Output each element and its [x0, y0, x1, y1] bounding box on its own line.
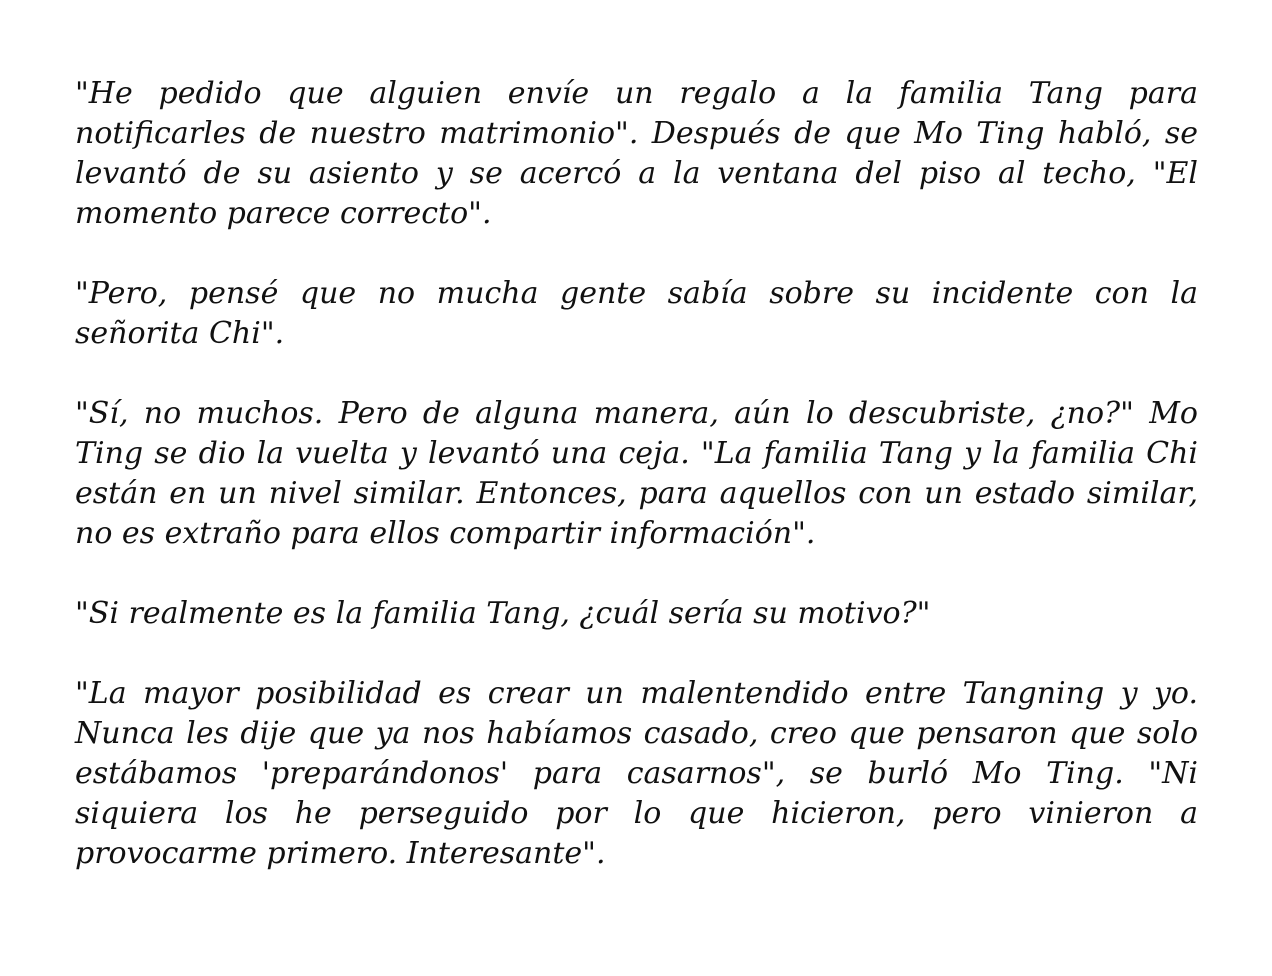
- paragraph-2: "Pero, pensé que no mucha gente sabía sobre su incidente con la señorita Chi".: [75, 276, 1198, 351]
- document-body: [75, 74, 1198, 874]
- paragraph-1: "He pedido que alguien envíe un regalo a la familia Tang para notificarles de nuestro matrimonio". Después de que Mo Ting habló, se levantó de su asiento y se acercó a la ventana del piso al techo, "El momento parece correcto".: [75, 76, 1198, 231]
- paragraph-3: "Sí, no muchos. Pero de alguna manera, aún lo descubriste, ¿no?" Mo Ting se dio la vuelta y levantó una ceja. "La familia Tang y la familia Chi están en un nivel similar. Entonces, para aquellos con un estado similar, no es extraño para ellos compartir información".: [75, 396, 1198, 551]
- paragraph-4: "Si realmente es la familia Tang, ¿cuál sería su motivo?": [75, 596, 931, 631]
- paragraph-5: "La mayor posibilidad es crear un malentendido entre Tangning y yo. Nunca les dije que ya nos habíamos casado, creo que pensaron que solo estábamos 'preparándonos' para casarnos", se burló Mo Ting. "Ni siquiera los he perseguido por lo que hicieron, pero vinieron a provocarme primero. Interesante".: [75, 676, 1198, 871]
